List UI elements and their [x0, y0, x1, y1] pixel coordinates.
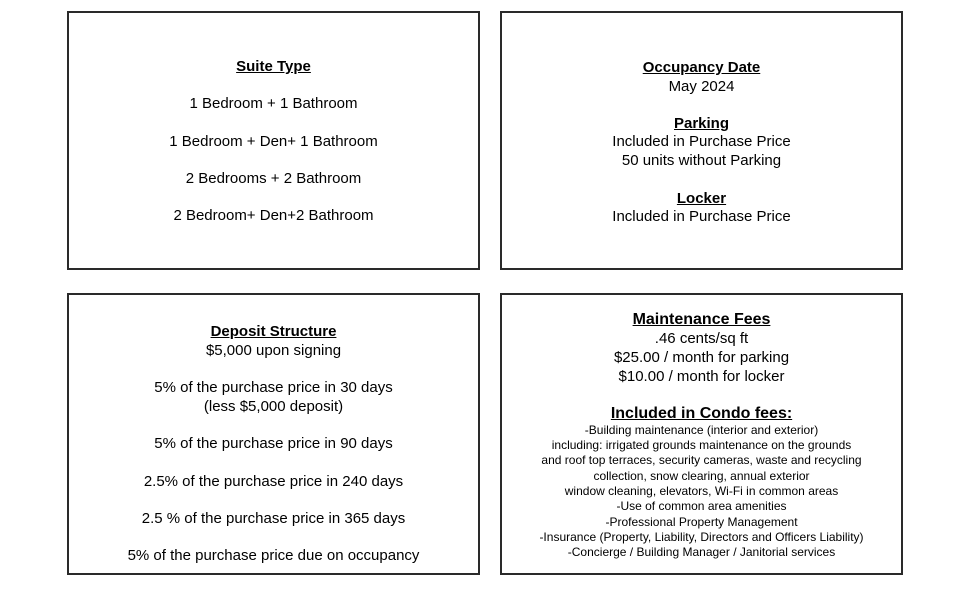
included-line: -Insurance (Property, Liability, Directors and Officers Liability) [539, 530, 864, 544]
included-line: -Use of common area amenities [616, 499, 787, 513]
maintenance-line: .46 cents/sq ft [654, 330, 749, 347]
deposit-item: 2.5% of the purchase price in 240 days [143, 473, 404, 490]
maintenance-line: $10.00 / month for locker [618, 368, 785, 385]
suite-type-item: 1 Bedroom + Den+ 1 Bathroom [169, 133, 378, 150]
included-line: collection, snow clearing, annual exterior [593, 469, 810, 483]
occupancy-value: May 2024 [668, 78, 735, 95]
included-line: -Concierge / Building Manager / Janitorial services [567, 545, 836, 559]
occupancy-box [500, 11, 903, 270]
locker-value: Included in Purchase Price [612, 208, 791, 225]
suite-type-item: 2 Bedrooms + 2 Bathroom [185, 170, 362, 187]
parking-line: Included in Purchase Price [612, 133, 791, 150]
included-line: window cleaning, elevators, Wi-Fi in common areas [564, 484, 839, 498]
deposit-item: 5% of the purchase price in 90 days [154, 435, 393, 452]
suite-type-heading: Suite Type [236, 58, 311, 75]
deposit-item: 5% of the purchase price in 30 days [154, 379, 393, 396]
deposit-item-note: (less $5,000 deposit) [203, 398, 344, 415]
deposit-item: 5% of the purchase price due on occupancy [127, 547, 420, 564]
included-line: and roof top terraces, security cameras, waste and recycling [541, 453, 862, 467]
suite-type-item: 2 Bedroom+ Den+2 Bathroom [173, 207, 374, 224]
included-line: -Building maintenance (interior and exterior) [584, 423, 819, 437]
maintenance-fees-box [500, 293, 903, 575]
parking-line: 50 units without Parking [621, 152, 782, 169]
suite-type-box [67, 11, 480, 270]
occupancy-heading: Occupancy Date [642, 59, 761, 76]
included-line: including: irrigated grounds maintenance on the grounds [551, 438, 852, 452]
maintenance-line: $25.00 / month for parking [613, 349, 790, 366]
deposit-signing: $5,000 upon signing [205, 342, 342, 359]
deposit-heading: Deposit Structure [210, 323, 337, 340]
suite-type-item: 1 Bedroom + 1 Bathroom [189, 95, 358, 112]
locker-heading: Locker [676, 190, 727, 207]
deposit-item: 2.5 % of the purchase price in 365 days [141, 510, 406, 527]
included-line: -Professional Property Management [605, 515, 798, 529]
included-heading: Included in Condo fees: [610, 405, 793, 422]
maintenance-heading: Maintenance Fees [632, 311, 771, 328]
parking-heading: Parking [673, 115, 730, 132]
deposit-structure-box [67, 293, 480, 575]
